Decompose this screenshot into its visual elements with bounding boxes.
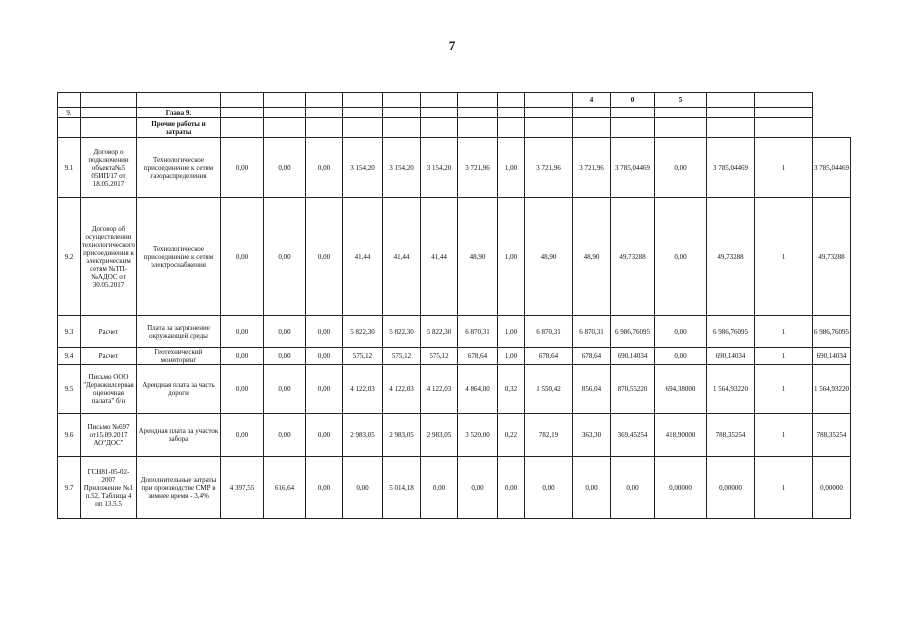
table-row — [58, 138, 851, 198]
justification: Договор об осуществлении технологического присоединения к электрическим сетям №ТП-№АДОС от 30.05.2017 — [81, 198, 137, 316]
value-cell: 2 983,05 — [382, 414, 420, 457]
value-cell: 0,00 — [654, 316, 706, 348]
value-cell: 0,00 — [305, 138, 342, 198]
cell — [81, 118, 137, 138]
value-cell: 3 785,04469 — [610, 138, 654, 198]
value-cell: 5 822,30 — [382, 316, 420, 348]
cell — [81, 108, 137, 118]
cell — [706, 118, 754, 138]
value-cell: 0,00 — [654, 198, 706, 316]
cell — [263, 108, 305, 118]
justification: Письмо №697 от15.09.2017 АО"ДОС" — [81, 414, 137, 457]
value-cell: 2 983,05 — [342, 414, 382, 457]
item-name: Технологическое присоединение к сетям электроснабжения — [136, 198, 220, 316]
value-cell: 4 122,03 — [420, 365, 457, 414]
value-cell: 0,00000 — [706, 457, 754, 519]
header-cell — [81, 93, 137, 108]
value-cell: 4 864,00 — [457, 365, 497, 414]
value-cell: 3 785,04469 — [706, 138, 754, 198]
header-cell — [382, 93, 420, 108]
value-cell: 0,22 — [497, 414, 524, 457]
value-cell: 1,00 — [497, 348, 524, 365]
estimate-table — [57, 92, 851, 519]
value-cell: 0,00 — [220, 138, 263, 198]
table-row — [58, 348, 851, 365]
value-cell: 856,04 — [572, 365, 610, 414]
value-cell: 3 520,00 — [457, 414, 497, 457]
cell — [754, 118, 812, 138]
cell — [305, 118, 342, 138]
justification: Договор о подключении объекта№5 05ИП/17 от 18.05.2017 — [81, 138, 137, 198]
cell — [497, 118, 524, 138]
value-cell: 3 785,04469 — [812, 138, 850, 198]
header-cell — [754, 93, 812, 108]
value-cell: 0,00000 — [654, 457, 706, 519]
row-number: 9.7 — [58, 457, 81, 519]
value-cell: 1,00 — [497, 316, 524, 348]
row-number: 9.3 — [58, 316, 81, 348]
header-cell — [220, 93, 263, 108]
chapter-row — [58, 108, 851, 118]
value-cell: 6 986,76095 — [812, 316, 850, 348]
justification: Расчет — [81, 316, 137, 348]
value-cell: 5 822,30 — [342, 316, 382, 348]
value-cell: 0,00 — [610, 457, 654, 519]
value-cell: 0,00 — [263, 414, 305, 457]
row-number: 9. — [58, 108, 81, 118]
cell — [497, 108, 524, 118]
row-number: 9.5 — [58, 365, 81, 414]
cell — [382, 118, 420, 138]
header-cell — [136, 93, 220, 108]
value-cell: 4 122,03 — [342, 365, 382, 414]
value-cell: 0,00 — [263, 348, 305, 365]
cell — [524, 118, 572, 138]
value-cell: 0,00 — [342, 457, 382, 519]
cell — [382, 108, 420, 118]
value-cell: 782,19 — [524, 414, 572, 457]
value-cell: 0,00 — [497, 457, 524, 519]
value-cell: 0,00 — [220, 198, 263, 316]
value-cell: 0,00 — [263, 198, 305, 316]
value-cell: 1 — [754, 198, 812, 316]
cell — [342, 118, 382, 138]
value-cell: 0,00 — [220, 316, 263, 348]
value-cell: 4 397,55 — [220, 457, 263, 519]
chapter-title: Глава 9. — [136, 108, 220, 118]
value-cell: 1 — [754, 348, 812, 365]
header-cell — [524, 93, 572, 108]
header-cell — [497, 93, 524, 108]
value-cell: 49,73288 — [610, 198, 654, 316]
value-cell: 0,00 — [263, 316, 305, 348]
value-cell: 0,00 — [457, 457, 497, 519]
header-row — [58, 93, 851, 108]
value-cell: 1 564,93220 — [812, 365, 850, 414]
value-cell: 0,00 — [305, 198, 342, 316]
item-name: Арендная плата за участок забора — [136, 414, 220, 457]
table-row — [58, 198, 851, 316]
value-cell: 1 — [754, 316, 812, 348]
value-cell: 1,00 — [497, 198, 524, 316]
cell — [305, 108, 342, 118]
value-cell: 0,00 — [305, 316, 342, 348]
value-cell: 363,30 — [572, 414, 610, 457]
header-cell: 5 — [654, 93, 706, 108]
table-row — [58, 457, 851, 519]
header-cell — [305, 93, 342, 108]
value-cell: 788,35254 — [812, 414, 850, 457]
item-name: Дополнительные затраты при производстве СМР в зимнее время - 3,4% — [136, 457, 220, 519]
value-cell: 1 — [754, 138, 812, 198]
value-cell: 678,64 — [572, 348, 610, 365]
value-cell: 678,64 — [457, 348, 497, 365]
value-cell: 0,00 — [305, 414, 342, 457]
value-cell: 690,14034 — [610, 348, 654, 365]
cell — [220, 118, 263, 138]
value-cell: 1 — [754, 365, 812, 414]
value-cell: 6 986,76095 — [610, 316, 654, 348]
value-cell: 0,00 — [220, 414, 263, 457]
justification: Письмо ООО "Держжилсервая оценочная палата" б/н — [81, 365, 137, 414]
value-cell: 4 122,03 — [382, 365, 420, 414]
cell — [420, 108, 457, 118]
section-row — [58, 118, 851, 138]
value-cell: 48,90 — [457, 198, 497, 316]
cell — [58, 118, 81, 138]
table-row — [58, 316, 851, 348]
value-cell: 0,00 — [654, 348, 706, 365]
row-number: 9.1 — [58, 138, 81, 198]
value-cell: 3 721,96 — [524, 138, 572, 198]
row-number: 9.2 — [58, 198, 81, 316]
header-cell — [58, 93, 81, 108]
value-cell: 690,14034 — [812, 348, 850, 365]
value-cell: 870,55220 — [610, 365, 654, 414]
item-name: Плата за загрязнение окружающей среды — [136, 316, 220, 348]
value-cell: 694,38000 — [654, 365, 706, 414]
value-cell: 0,00 — [263, 138, 305, 198]
justification: Расчет — [81, 348, 137, 365]
cell — [706, 108, 754, 118]
value-cell: 0,00 — [305, 365, 342, 414]
value-cell: 1 — [754, 414, 812, 457]
row-number: 9.4 — [58, 348, 81, 365]
cell — [342, 108, 382, 118]
cell — [610, 118, 654, 138]
value-cell: 788,35254 — [706, 414, 754, 457]
value-cell: 5 822,30 — [420, 316, 457, 348]
value-cell: 1,00 — [497, 138, 524, 198]
value-cell: 0,00 — [524, 457, 572, 519]
table-row — [58, 414, 851, 457]
value-cell: 0,32 — [497, 365, 524, 414]
value-cell: 41,44 — [342, 198, 382, 316]
header-cell — [457, 93, 497, 108]
value-cell: 0,00 — [220, 365, 263, 414]
value-cell: 0,00 — [263, 365, 305, 414]
header-cell: 4 — [572, 93, 610, 108]
cell — [754, 108, 812, 118]
value-cell: 41,44 — [420, 198, 457, 316]
value-cell: 0,00 — [305, 348, 342, 365]
item-name: Технологическое присоединение к сетям газораспределения — [136, 138, 220, 198]
value-cell: 6 870,31 — [524, 316, 572, 348]
value-cell: 0,00 — [572, 457, 610, 519]
value-cell: 6 870,31 — [457, 316, 497, 348]
header-cell — [342, 93, 382, 108]
value-cell: 0,00 — [220, 348, 263, 365]
row-number: 9.6 — [58, 414, 81, 457]
value-cell: 6 870,31 — [572, 316, 610, 348]
value-cell: 3 154,20 — [420, 138, 457, 198]
header-cell — [706, 93, 754, 108]
value-cell: 1 — [754, 457, 812, 519]
value-cell: 3 154,20 — [342, 138, 382, 198]
cell — [654, 108, 706, 118]
value-cell: 3 721,96 — [457, 138, 497, 198]
justification: ГСН81-05-02-2007 Приложение №1 п.52, Таблица 4 пп 13.5.5 — [81, 457, 137, 519]
item-name: Геотехнический мониторинг — [136, 348, 220, 365]
value-cell: 0,00000 — [812, 457, 850, 519]
cell — [524, 108, 572, 118]
cell — [610, 108, 654, 118]
value-cell: 575,12 — [342, 348, 382, 365]
section-title: Прочие работы и затраты — [136, 118, 220, 138]
value-cell: 0,00 — [420, 457, 457, 519]
value-cell: 41,44 — [382, 198, 420, 316]
cell — [220, 108, 263, 118]
cell — [457, 118, 497, 138]
value-cell: 0,00 — [654, 138, 706, 198]
value-cell: 49,73288 — [706, 198, 754, 316]
value-cell: 575,12 — [382, 348, 420, 365]
cell — [420, 118, 457, 138]
header-cell: 0 — [610, 93, 654, 108]
header-cell — [420, 93, 457, 108]
value-cell: 690,14034 — [706, 348, 754, 365]
item-name: Арендная плата за часть дороги — [136, 365, 220, 414]
value-cell: 48,90 — [524, 198, 572, 316]
value-cell: 1 564,93220 — [706, 365, 754, 414]
value-cell: 418,90000 — [654, 414, 706, 457]
table-row — [58, 365, 851, 414]
value-cell: 1 550,42 — [524, 365, 572, 414]
cell — [572, 108, 610, 118]
cell — [457, 108, 497, 118]
page-number: 7 — [448, 38, 456, 53]
value-cell: 0,00 — [305, 457, 342, 519]
value-cell: 2 983,05 — [420, 414, 457, 457]
value-cell: 575,12 — [420, 348, 457, 365]
value-cell: 6 986,76095 — [706, 316, 754, 348]
value-cell: 49,73288 — [812, 198, 850, 316]
value-cell: 369,45254 — [610, 414, 654, 457]
value-cell: 616,64 — [263, 457, 305, 519]
cell — [654, 118, 706, 138]
cell — [263, 118, 305, 138]
value-cell: 48,90 — [572, 198, 610, 316]
cell — [572, 118, 610, 138]
value-cell: 3 154,20 — [382, 138, 420, 198]
header-cell — [263, 93, 305, 108]
value-cell: 3 721,96 — [572, 138, 610, 198]
value-cell: 678,64 — [524, 348, 572, 365]
value-cell: 5 014,18 — [382, 457, 420, 519]
